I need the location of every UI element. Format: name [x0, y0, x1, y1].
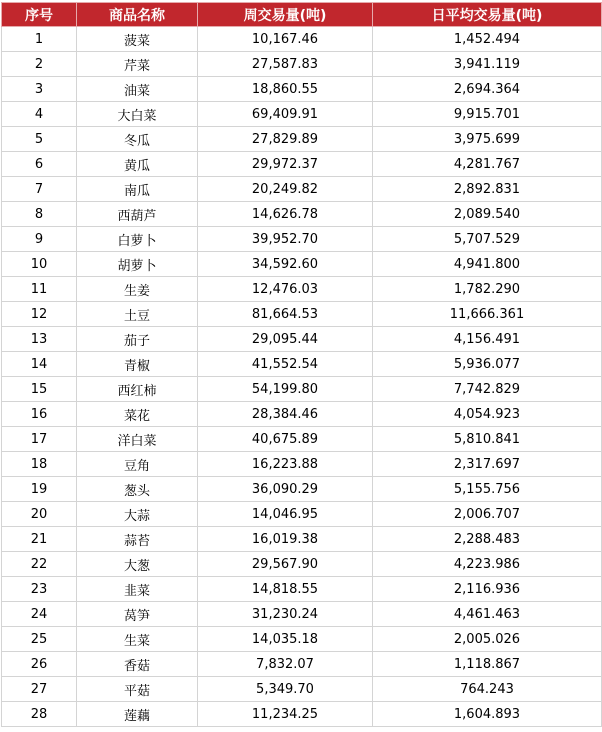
table-row: [2, 577, 602, 602]
cell-index: 12: [2, 302, 77, 327]
header-index: 序号: [2, 3, 77, 27]
cell-weekly-volume: 14,035.18: [198, 627, 373, 652]
cell-weekly-volume: 29,567.90: [198, 552, 373, 577]
table-row: [2, 127, 602, 152]
header-weekly-volume: 周交易量(吨): [198, 3, 373, 27]
table-row: [2, 477, 602, 502]
cell-daily-average-volume: 11,666.361: [373, 302, 602, 327]
table-row: [2, 527, 602, 552]
cell-weekly-volume: 29,095.44: [198, 327, 373, 352]
cell-product-name: 生菜: [77, 627, 198, 652]
cell-index: 10: [2, 252, 77, 277]
table-row: [2, 27, 602, 52]
table-row: [2, 602, 602, 627]
cell-daily-average-volume: 4,461.463: [373, 602, 602, 627]
cell-product-name: 豆角: [77, 452, 198, 477]
cell-product-name: 芹菜: [77, 52, 198, 77]
cell-daily-average-volume: 4,281.767: [373, 152, 602, 177]
cell-index: 14: [2, 352, 77, 377]
cell-daily-average-volume: 5,936.077: [373, 352, 602, 377]
cell-daily-average-volume: 5,155.756: [373, 477, 602, 502]
cell-weekly-volume: 81,664.53: [198, 302, 373, 327]
table-header-row: [2, 3, 602, 27]
cell-index: 6: [2, 152, 77, 177]
cell-product-name: 黄瓜: [77, 152, 198, 177]
table-row: [2, 377, 602, 402]
table-row: [2, 152, 602, 177]
header-product-name: 商品名称: [77, 3, 198, 27]
cell-daily-average-volume: 3,941.119: [373, 52, 602, 77]
cell-index: 20: [2, 502, 77, 527]
cell-weekly-volume: 39,952.70: [198, 227, 373, 252]
cell-weekly-volume: 54,199.80: [198, 377, 373, 402]
table-row: [2, 552, 602, 577]
cell-daily-average-volume: 1,604.893: [373, 702, 602, 727]
cell-index: 1: [2, 27, 77, 52]
cell-product-name: 西葫芦: [77, 202, 198, 227]
cell-daily-average-volume: 9,915.701: [373, 102, 602, 127]
cell-weekly-volume: 14,626.78: [198, 202, 373, 227]
table-row: [2, 427, 602, 452]
table-row: [2, 502, 602, 527]
cell-daily-average-volume: 2,116.936: [373, 577, 602, 602]
cell-product-name: 香菇: [77, 652, 198, 677]
table-row: [2, 102, 602, 127]
cell-weekly-volume: 5,349.70: [198, 677, 373, 702]
cell-index: 4: [2, 102, 77, 127]
cell-product-name: 胡萝卜: [77, 252, 198, 277]
cell-index: 7: [2, 177, 77, 202]
table-row: [2, 677, 602, 702]
cell-product-name: 韭菜: [77, 577, 198, 602]
cell-product-name: 油菜: [77, 77, 198, 102]
cell-product-name: 大蒜: [77, 502, 198, 527]
table-row: [2, 302, 602, 327]
cell-product-name: 南瓜: [77, 177, 198, 202]
cell-index: 25: [2, 627, 77, 652]
cell-weekly-volume: 36,090.29: [198, 477, 373, 502]
cell-index: 13: [2, 327, 77, 352]
cell-index: 17: [2, 427, 77, 452]
table-row: [2, 77, 602, 102]
cell-weekly-volume: 12,476.03: [198, 277, 373, 302]
cell-product-name: 菠菜: [77, 27, 198, 52]
cell-daily-average-volume: 4,223.986: [373, 552, 602, 577]
cell-weekly-volume: 40,675.89: [198, 427, 373, 452]
cell-index: 19: [2, 477, 77, 502]
cell-index: 2: [2, 52, 77, 77]
cell-product-name: 土豆: [77, 302, 198, 327]
cell-weekly-volume: 14,046.95: [198, 502, 373, 527]
cell-daily-average-volume: 5,707.529: [373, 227, 602, 252]
cell-product-name: 平菇: [77, 677, 198, 702]
cell-product-name: 洋白菜: [77, 427, 198, 452]
cell-product-name: 葱头: [77, 477, 198, 502]
cell-product-name: 西红柿: [77, 377, 198, 402]
cell-product-name: 白萝卜: [77, 227, 198, 252]
table-row: [2, 702, 602, 727]
cell-daily-average-volume: 2,892.831: [373, 177, 602, 202]
cell-weekly-volume: 10,167.46: [198, 27, 373, 52]
cell-daily-average-volume: 5,810.841: [373, 427, 602, 452]
cell-index: 21: [2, 527, 77, 552]
cell-index: 23: [2, 577, 77, 602]
cell-weekly-volume: 20,249.82: [198, 177, 373, 202]
cell-product-name: 莴笋: [77, 602, 198, 627]
cell-daily-average-volume: 764.243: [373, 677, 602, 702]
cell-weekly-volume: 27,587.83: [198, 52, 373, 77]
cell-daily-average-volume: 7,742.829: [373, 377, 602, 402]
cell-daily-average-volume: 1,118.867: [373, 652, 602, 677]
cell-product-name: 蒜苔: [77, 527, 198, 552]
cell-product-name: 冬瓜: [77, 127, 198, 152]
cell-product-name: 菜花: [77, 402, 198, 427]
cell-product-name: 大葱: [77, 552, 198, 577]
cell-index: 3: [2, 77, 77, 102]
cell-product-name: 茄子: [77, 327, 198, 352]
cell-weekly-volume: 31,230.24: [198, 602, 373, 627]
table-row: [2, 627, 602, 652]
cell-daily-average-volume: 2,317.697: [373, 452, 602, 477]
cell-index: 15: [2, 377, 77, 402]
table-row: [2, 202, 602, 227]
cell-daily-average-volume: 2,288.483: [373, 527, 602, 552]
cell-daily-average-volume: 1,452.494: [373, 27, 602, 52]
cell-daily-average-volume: 4,156.491: [373, 327, 602, 352]
cell-weekly-volume: 7,832.07: [198, 652, 373, 677]
cell-index: 5: [2, 127, 77, 152]
cell-weekly-volume: 16,019.38: [198, 527, 373, 552]
table-row: [2, 652, 602, 677]
cell-daily-average-volume: 1,782.290: [373, 277, 602, 302]
table-row: [2, 327, 602, 352]
cell-product-name: 青椒: [77, 352, 198, 377]
cell-index: 16: [2, 402, 77, 427]
cell-index: 8: [2, 202, 77, 227]
cell-daily-average-volume: 4,054.923: [373, 402, 602, 427]
table-row: [2, 252, 602, 277]
cell-index: 18: [2, 452, 77, 477]
table-row: [2, 402, 602, 427]
cell-index: 26: [2, 652, 77, 677]
cell-index: 22: [2, 552, 77, 577]
table-row: [2, 452, 602, 477]
cell-product-name: 莲藕: [77, 702, 198, 727]
cell-weekly-volume: 29,972.37: [198, 152, 373, 177]
cell-index: 28: [2, 702, 77, 727]
cell-weekly-volume: 16,223.88: [198, 452, 373, 477]
cell-weekly-volume: 41,552.54: [198, 352, 373, 377]
cell-index: 9: [2, 227, 77, 252]
table-row: [2, 277, 602, 302]
cell-product-name: 大白菜: [77, 102, 198, 127]
cell-index: 27: [2, 677, 77, 702]
cell-product-name: 生姜: [77, 277, 198, 302]
cell-weekly-volume: 14,818.55: [198, 577, 373, 602]
cell-index: 11: [2, 277, 77, 302]
table-row: [2, 177, 602, 202]
table-row: [2, 227, 602, 252]
cell-weekly-volume: 27,829.89: [198, 127, 373, 152]
cell-weekly-volume: 11,234.25: [198, 702, 373, 727]
cell-weekly-volume: 28,384.46: [198, 402, 373, 427]
cell-daily-average-volume: 2,005.026: [373, 627, 602, 652]
cell-daily-average-volume: 2,694.364: [373, 77, 602, 102]
cell-daily-average-volume: 2,006.707: [373, 502, 602, 527]
table-body: [2, 27, 602, 727]
cell-daily-average-volume: 3,975.699: [373, 127, 602, 152]
cell-daily-average-volume: 2,089.540: [373, 202, 602, 227]
cell-index: 24: [2, 602, 77, 627]
vegetable-trade-table: [1, 2, 602, 727]
table-row: [2, 352, 602, 377]
cell-weekly-volume: 18,860.55: [198, 77, 373, 102]
cell-weekly-volume: 34,592.60: [198, 252, 373, 277]
header-daily-average-volume: 日平均交易量(吨): [373, 3, 602, 27]
cell-weekly-volume: 69,409.91: [198, 102, 373, 127]
cell-daily-average-volume: 4,941.800: [373, 252, 602, 277]
table-row: [2, 52, 602, 77]
